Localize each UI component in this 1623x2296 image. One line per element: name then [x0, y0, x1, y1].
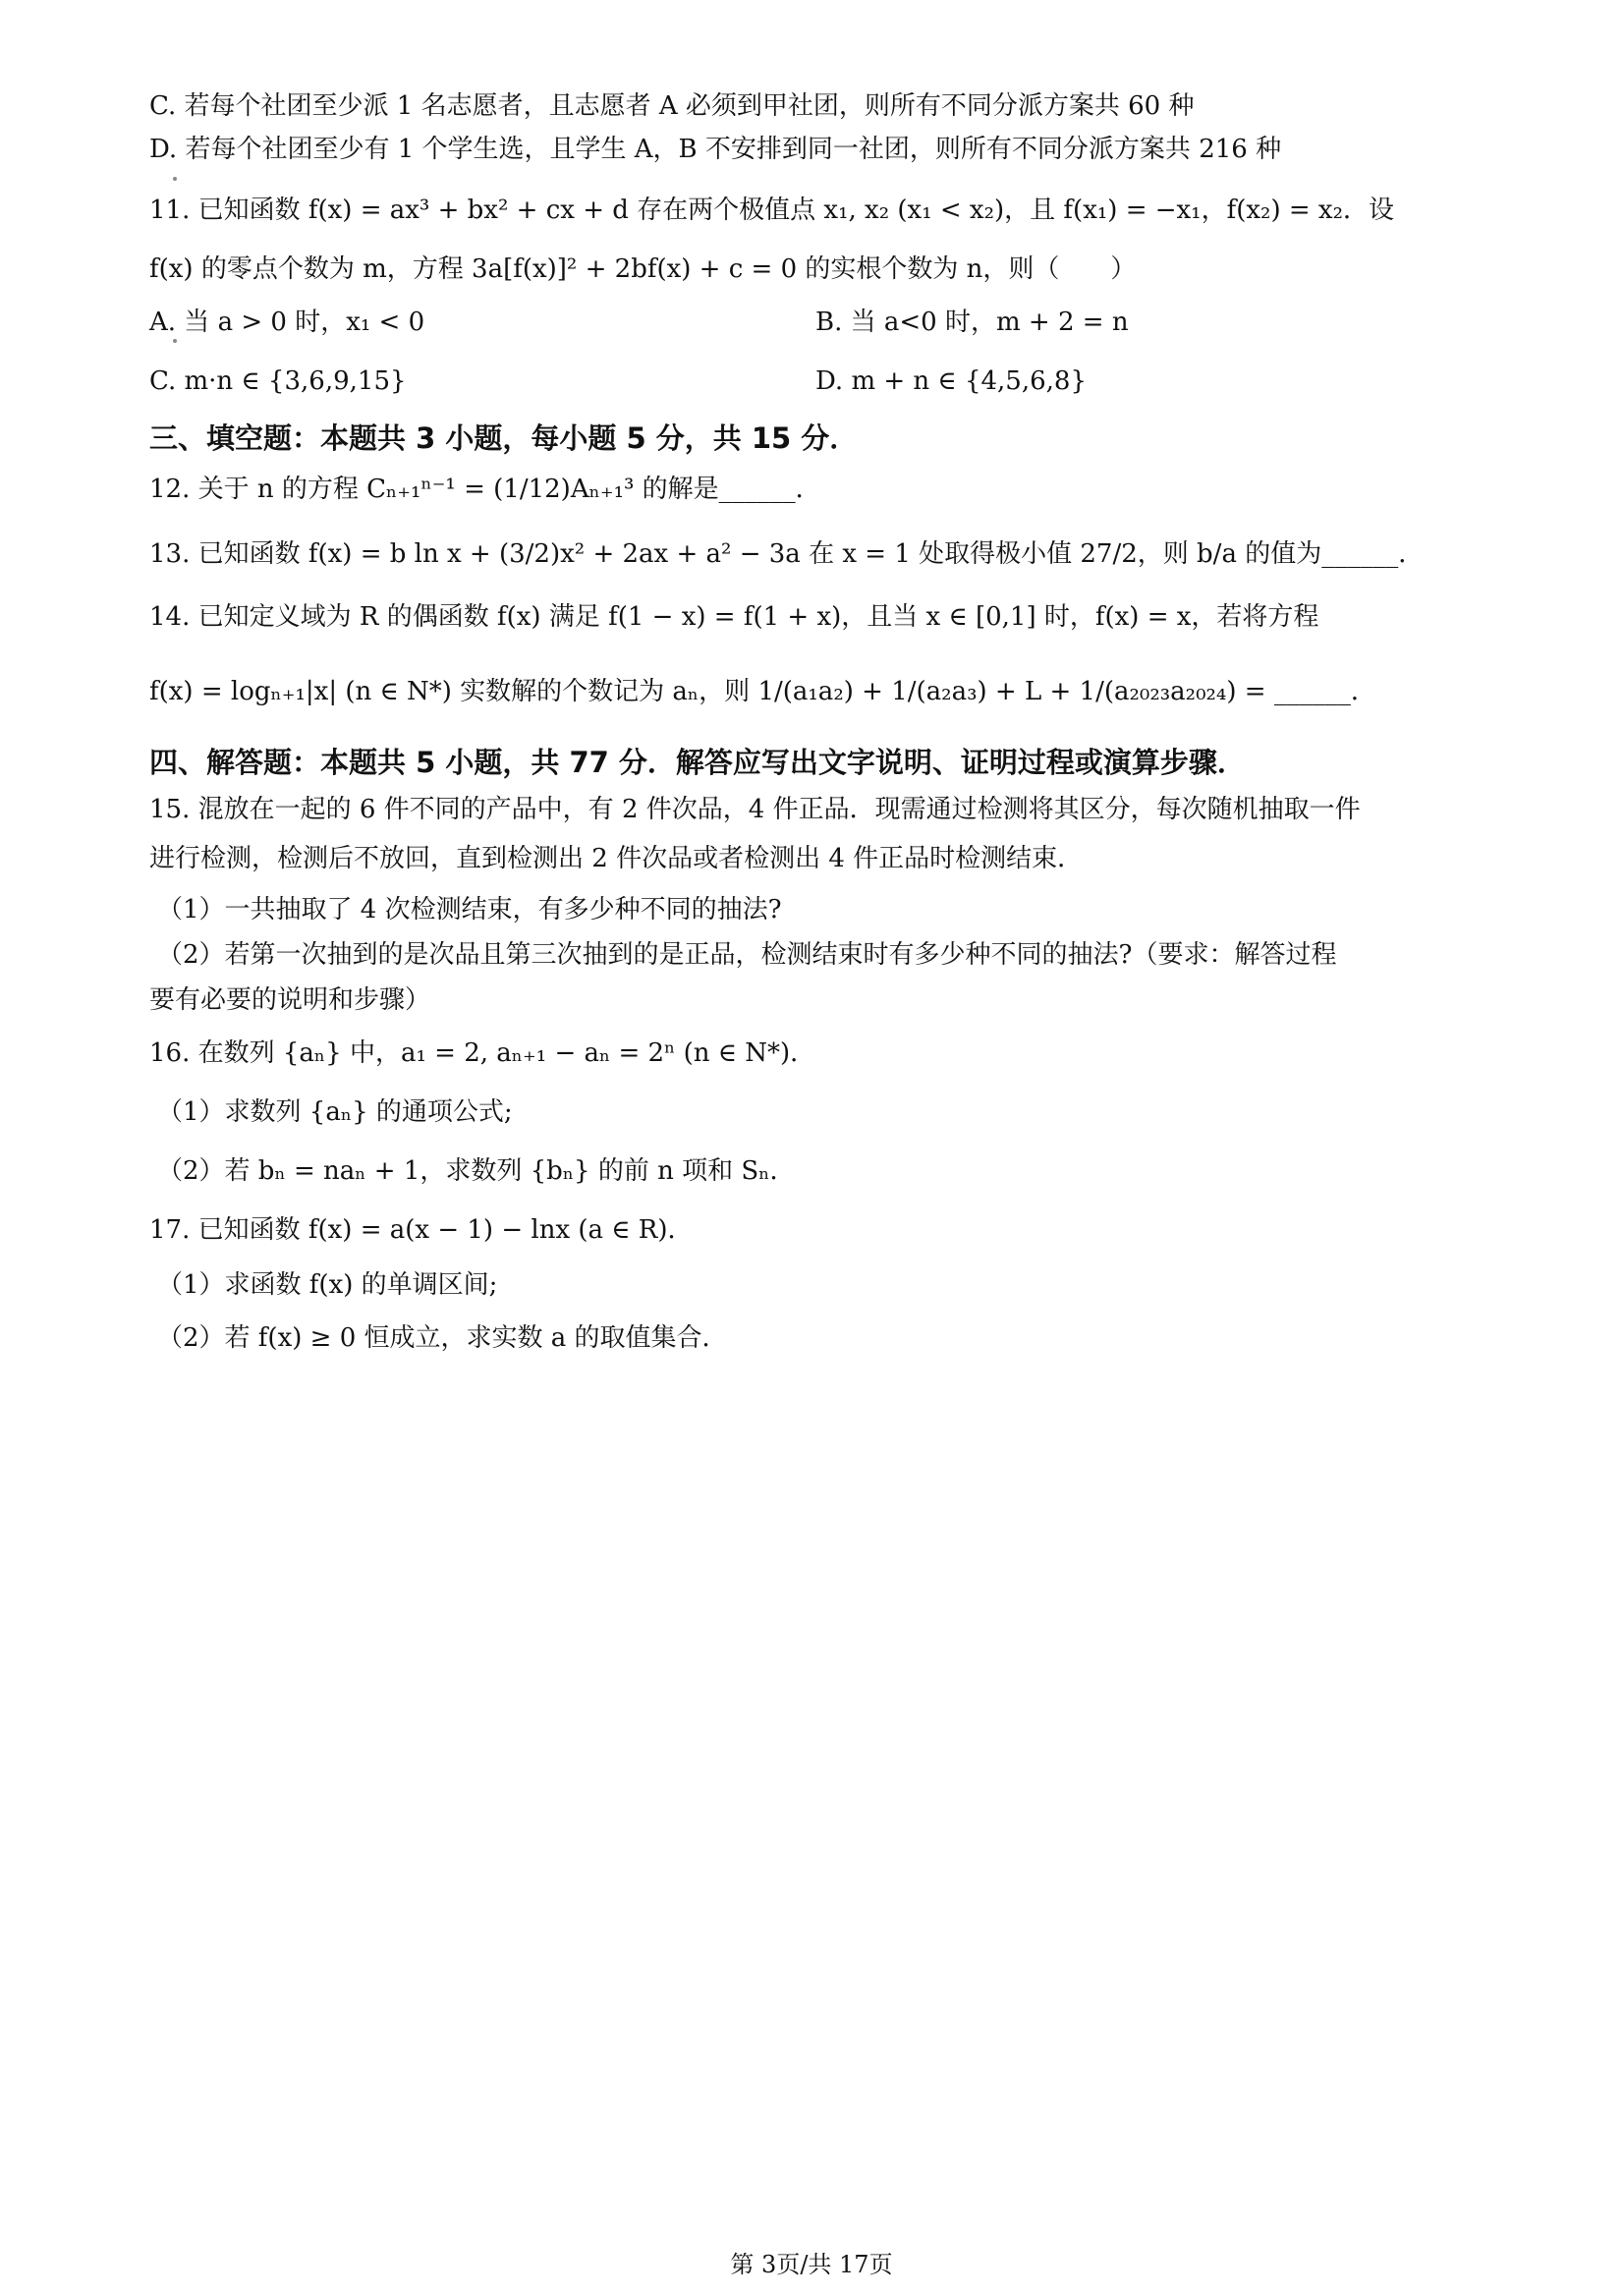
question-11-option-b: B. 当 a<0 时，m + 2 = n	[815, 308, 1129, 337]
question-16-part-1: （1）求数列 {aₙ} 的通项公式;	[157, 1097, 513, 1127]
question-16-stem: 16. 在数列 {aₙ} 中，a₁ = 2, aₙ₊₁ − aₙ = 2ⁿ (n ∈ N*)．	[149, 1038, 816, 1068]
question-17-part-2: （2）若 f(x) ≥ 0 恒成立，求实数 a 的取值集合．	[157, 1323, 728, 1353]
question-13: 13. 已知函数 f(x) = b ln x + (3/2)x² + 2ax + a² − 3a 在 x = 1 处取得极小值 27/2，则 b/a 的值为______．	[149, 539, 1425, 569]
question-15-stem-cont: 进行检测，检测后不放回，直到检测出 2 件次品或者检测出 4 件正品时检测结束．	[149, 844, 1084, 873]
question-15-part-2: （2）若第一次抽到的是次品且第三次抽到的是正品，检测结束时有多少种不同的抽法?（要求：解答过程	[157, 940, 1337, 970]
section-4-heading: 四、解答题：本题共 5 小题，共 77 分．解答应写出文字说明、证明过程或演算步骤．	[149, 746, 1246, 779]
question-14-stem-cont: f(x) = logₙ₊₁|x| (n ∈ N*) 实数解的个数记为 aₙ，则 1/(a₁a₂) + 1/(a₂a₃) + L + 1/(a₂₀₂₃a₂₀₂₄) = ______．	[149, 677, 1376, 706]
question-11-stem-cont: f(x) 的零点个数为 m，方程 3a[f(x)]² + 2bf(x) + c = 0 的实根个数为 n，则（ ）	[149, 254, 1137, 284]
question-11-option-d: D. m + n ∈ {4,5,6,8}	[815, 366, 1087, 396]
question-15-part-1: （1）一共抽取了 4 次检测结束，有多少种不同的抽法?	[157, 895, 782, 924]
section-3-heading: 三、填空题：本题共 3 小题，每小题 5 分，共 15 分．	[149, 421, 859, 455]
question-17-part-1: （1）求函数 f(x) 的单调区间;	[157, 1270, 498, 1300]
option-d-prev: D. 若每个社团至少有 1 个学生选，且学生 A，B 不安排到同一社团，则所有不同分派方案共 216 种	[149, 135, 1282, 164]
question-11-option-a: A. 当 a > 0 时，x₁ < 0	[149, 308, 425, 337]
question-17-stem: 17. 已知函数 f(x) = a(x − 1) − lnx (a ∈ R)．	[149, 1215, 694, 1245]
question-11-stem: 11. 已知函数 f(x) = ax³ + bx² + cx + d 存在两个极值点 x₁, x₂ (x₁ < x₂)，且 f(x₁) = −x₁，f(x₂) = x₂．设	[149, 196, 1395, 225]
question-11-option-c: C. m·n ∈ {3,6,9,15}	[149, 366, 407, 396]
question-12: 12. 关于 n 的方程 Cₙ₊₁ⁿ⁻¹ = (1/12)Aₙ₊₁³ 的解是______．	[149, 475, 821, 504]
question-15-stem: 15. 混放在一起的 6 件不同的产品中，有 2 件次品，4 件正品．现需通过检测将其区分，每次随机抽取一件	[149, 795, 1361, 824]
option-c-prev: C. 若每个社团至少派 1 名志愿者，且志愿者 A 必须到甲社团，则所有不同分派方案共 60 种	[149, 91, 1195, 121]
page-number: 第 3页/共 17页	[730, 2251, 893, 2278]
scan-dot	[173, 339, 177, 343]
scan-dot	[173, 177, 177, 181]
question-16-part-2: （2）若 bₙ = naₙ + 1，求数列 {bₙ} 的前 n 项和 Sₙ．	[157, 1156, 796, 1186]
question-15-part-2-cont: 要有必要的说明和步骤）	[149, 985, 431, 1015]
question-14-stem: 14. 已知定义域为 R 的偶函数 f(x) 满足 f(1 − x) = f(1 + x)，且当 x ∈ [0,1] 时，f(x) = x，若将方程	[149, 602, 1319, 632]
